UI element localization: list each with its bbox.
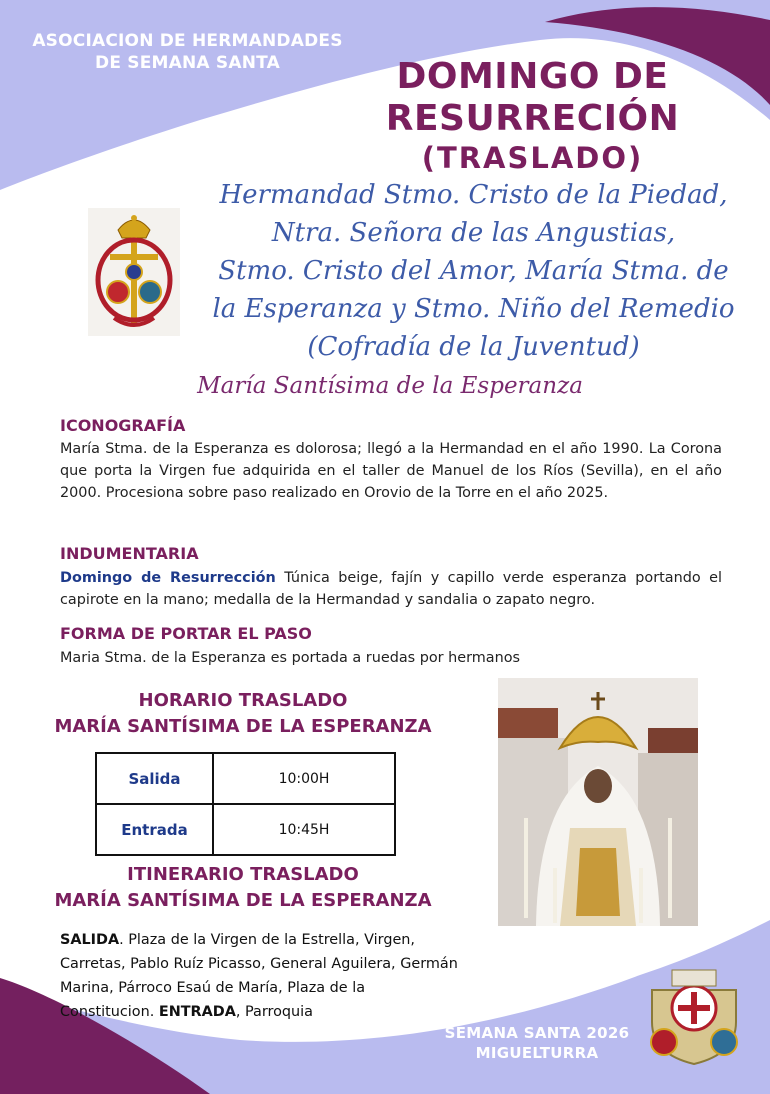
entrada-label: Entrada xyxy=(96,804,213,855)
salida-route: . Plaza de la Virgen de la Estrella, Virgen, Carretas, Pablo Ruíz Picasso, General Aguilera, Germán Marina, Párroco Esaú de María, Plaza de la Constitucion. xyxy=(60,932,458,1020)
indumentaria-text xyxy=(60,567,722,611)
footer-line-1: SEMANA SANTA 2026 xyxy=(444,1024,630,1042)
salida-label: Salida xyxy=(96,753,213,804)
iconografia-text: María Stma. de la Esperanza es dolorosa; llegó a la Hermandad en el año 1990. La Corona que porta la Virgen fue adquirida en el taller de Manuel de los Ríos (Sevilla), en el año 2000. Procesiona sobre paso realizado en Orovio de la Torre en el año 2025. xyxy=(60,441,722,501)
hermandad-line-1: Hermandad Stmo. Cristo de la Piedad, xyxy=(219,180,728,210)
indumentaria-highlight: Domingo de Resurrección xyxy=(60,570,276,586)
itinerario-heading-line-2: MARÍA SANTÍSIMA DE LA ESPERANZA xyxy=(54,890,432,911)
table-row xyxy=(96,753,395,804)
hermandad-line-4: la Esperanza y Stmo. Niño del Remedio xyxy=(212,294,735,324)
footer-line-2: MIGUELTURRA xyxy=(475,1044,599,1062)
hermandad-line-2: Ntra. Señora de las Angustias, xyxy=(271,218,676,248)
indumentaria-heading: INDUMENTARIA xyxy=(60,544,199,563)
indumentaria-body: Túnica beige, fajín y capillo verde esperanza portando el capirote en la mano; medalla de la Hermandad y sandalia o zapato negro. xyxy=(60,570,722,608)
forma-heading: FORMA DE PORTAR EL PASO xyxy=(60,624,312,643)
horario-heading-line-2: MARÍA SANTÍSIMA DE LA ESPERANZA xyxy=(54,716,432,737)
title-line-1: DOMINGO DE xyxy=(396,56,669,97)
association-name xyxy=(20,30,355,74)
page-subtitle: (TRASLADO) xyxy=(421,141,644,175)
virgin-name: María Santísima de la Esperanza xyxy=(197,373,583,399)
iconografia-heading: ICONOGRAFÍA xyxy=(60,416,186,435)
hermandad-name xyxy=(196,176,751,366)
salida-route-label: SALIDA xyxy=(60,932,120,948)
itinerario-heading-line-1: ITINERARIO TRASLADO xyxy=(127,864,359,885)
horario-heading xyxy=(40,688,446,740)
schedule-table xyxy=(95,752,396,856)
association-line-2: DE SEMANA SANTA xyxy=(95,53,280,73)
hermandad-crest-icon xyxy=(88,208,180,336)
association-seal-icon xyxy=(642,962,746,1066)
itinerario-heading xyxy=(40,862,446,914)
title-line-2: RESURRECIÓN xyxy=(385,98,680,139)
entrada-route-label: ENTRADA xyxy=(158,1004,236,1020)
footer-text xyxy=(432,1023,642,1063)
entrada-time: 10:45H xyxy=(213,804,395,855)
itinerario-text xyxy=(60,928,460,1024)
entrada-route: , Parroquia xyxy=(235,1004,313,1020)
hermandad-line-3: Stmo. Cristo del Amor, María Stma. de xyxy=(218,256,729,286)
virgin-photo xyxy=(498,678,698,926)
horario-heading-line-1: HORARIO TRASLADO xyxy=(138,690,348,711)
page-title xyxy=(360,56,705,140)
salida-time: 10:00H xyxy=(213,753,395,804)
table-row xyxy=(96,804,395,855)
forma-text: Maria Stma. de la Esperanza es portada a ruedas por hermanos xyxy=(60,650,521,666)
association-line-1: ASOCIACION DE HERMANDADES xyxy=(32,31,343,51)
hermandad-line-5: (Cofradía de la Juventud) xyxy=(307,332,640,362)
